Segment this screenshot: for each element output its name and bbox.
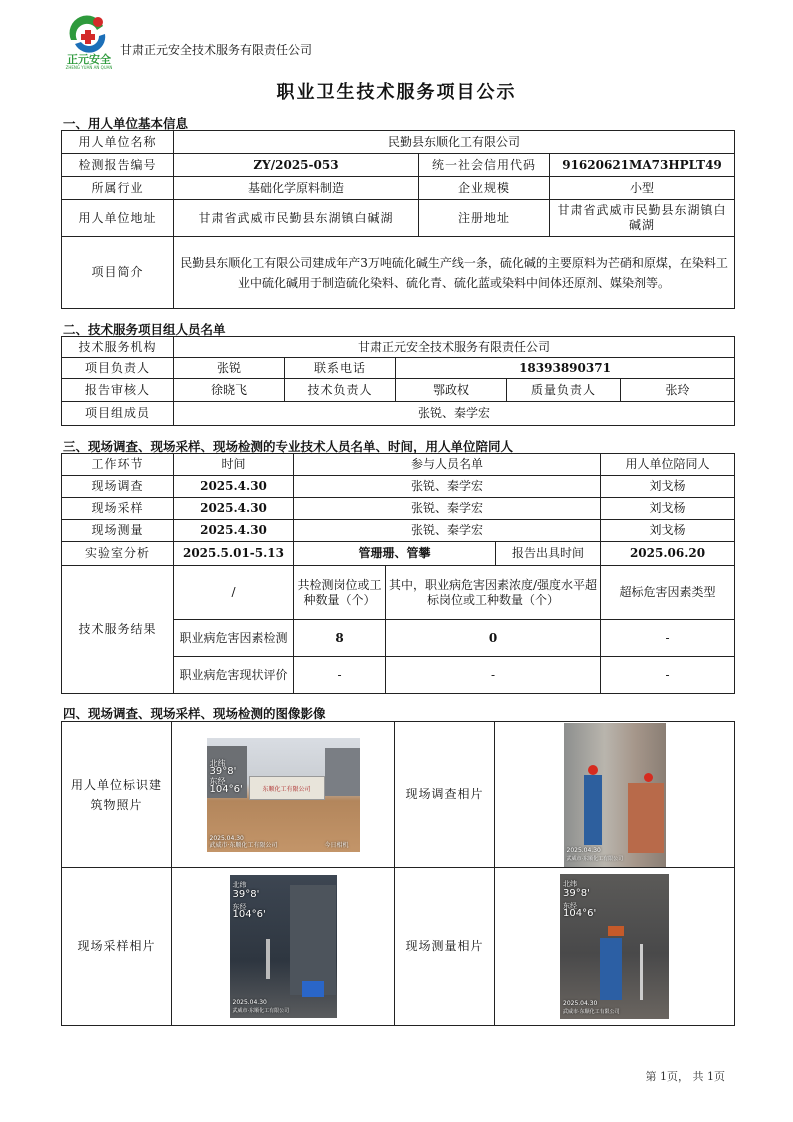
detection-exceed: 0 — [386, 620, 601, 657]
staff-cell: 张锐、秦学宏 — [294, 476, 601, 498]
evaluation-type: - — [601, 657, 735, 694]
photo1-lat: 39°8' — [209, 765, 237, 777]
header-stage: 工作环节 — [62, 454, 174, 476]
photo4-lon: 104°6' — [563, 908, 597, 919]
photo3-lat-label: 北纬 — [232, 881, 247, 889]
sampling-photo-cell — [172, 868, 395, 1026]
intro-value: 民勤县东顺化工有限公司建成年产3万吨硫化碱生产线一条，硫化碱的主要原料为芒硝和原煤，在染料工业中硫化碱用于制造硫化染料、硫化青、硫化蓝或染料中间体还原剂、媒染剂等。 — [174, 237, 735, 309]
photo2-place: 武威市·东顺化工有限公司 — [566, 855, 624, 862]
escort-cell: 刘戈杨 — [601, 498, 735, 520]
photo3-date: 2025.04.30 — [232, 999, 267, 1006]
results-col0: / — [174, 566, 294, 620]
photo4-lat: 39°8' — [563, 888, 590, 899]
photo3-place: 武威市·东顺化工有限公司 — [232, 1008, 290, 1014]
report-no-label: 检测报告编号 — [62, 154, 174, 177]
scale-value: 小型 — [550, 177, 735, 200]
photo1-place: 武威市·东顺化工有限公司 — [209, 841, 278, 849]
building-sign: 东顺化工有限公司 — [262, 785, 311, 793]
stage-cell: 现场调查 — [62, 476, 174, 498]
unit-address-label: 用人单位地址 — [62, 200, 174, 237]
table-row — [62, 498, 735, 520]
lab-staff: 管珊珊、管攀 — [294, 542, 496, 566]
credit-code-label: 统一社会信用代码 — [419, 154, 550, 177]
phone-value: 18393890371 — [396, 358, 735, 379]
photo3-lat: 39°8' — [232, 889, 260, 900]
photo1-lon: 104°6' — [209, 783, 243, 795]
photo4-place: 武威市·东顺化工有限公司 — [563, 1009, 620, 1015]
results-col2: 其中，职业病危害因素浓度/强度水平超标岗位或工种数量（个） — [386, 566, 601, 620]
photo4-lon-label: 东经 — [563, 902, 577, 910]
survey-photo-label: 现场调查相片 — [395, 722, 495, 868]
header-time: 时间 — [174, 454, 294, 476]
team-table — [61, 336, 735, 426]
header-staff: 参与人员名单 — [294, 454, 601, 476]
phone-label: 联系电话 — [285, 358, 396, 379]
org-value: 甘肃正元安全技术服务有限责任公司 — [174, 337, 735, 358]
time-cell: 2025.4.30 — [174, 498, 294, 520]
section3-heading: 三、现场调查、现场采样、现场检测的专业技术人员名单、时间，用人单位陪同人 — [63, 439, 514, 454]
leader-label: 项目负责人 — [62, 358, 174, 379]
detection-type: - — [601, 620, 735, 657]
quality-lead-value: 张玲 — [621, 379, 735, 402]
time-cell: 2025.4.30 — [174, 476, 294, 498]
lab-label: 实验室分析 — [62, 542, 174, 566]
photo1-date: 2025.04.30 — [209, 834, 244, 842]
photo4-lat-label: 北纬 — [563, 880, 577, 888]
detection-count: 8 — [294, 620, 386, 657]
photo1-lat-label: 北纬 — [209, 758, 226, 768]
section1-heading: 一、用人单位基本信息 — [63, 116, 189, 131]
unit-name-label: 用人单位名称 — [62, 131, 174, 154]
survey-photo — [564, 723, 666, 867]
table-row — [62, 520, 735, 542]
reviewer-label: 报告审核人 — [62, 379, 174, 402]
evaluation-label: 职业病危害现状评价 — [174, 657, 294, 694]
staff-cell: 张锐、秦学宏 — [294, 498, 601, 520]
section2-heading: 二、技术服务项目组人员名单 — [63, 322, 226, 337]
section4-heading: 四、现场调查、现场采样、现场检测的图像影像 — [63, 706, 326, 721]
results-label: 技术服务结果 — [62, 566, 174, 694]
logo-text: 正元安全 — [67, 53, 111, 66]
building-photo-cell — [172, 722, 395, 868]
reg-address-value: 甘肃省武威市民勤县东湖镇白碱湖 — [550, 200, 735, 237]
fieldwork-table — [61, 453, 735, 694]
photo1-mark: 今日相机 — [324, 841, 349, 849]
credit-code-value: 91620621MA73HPLT49 — [550, 154, 735, 177]
unit-address-value: 甘肃省武威市民勤县东湖镇白碱湖 — [174, 200, 419, 237]
company-logo — [63, 10, 113, 72]
photo4-date: 2025.04.30 — [563, 1000, 598, 1007]
photo1-lon-label: 东经 — [209, 776, 226, 786]
escort-cell: 刘戈杨 — [601, 476, 735, 498]
evaluation-exceed: - — [386, 657, 601, 694]
unit-info-table — [61, 130, 735, 309]
building-photo-label: 用人单位标识建筑物照片 — [62, 722, 172, 868]
evaluation-count: - — [294, 657, 386, 694]
members-value: 张锐、秦学宏 — [174, 402, 735, 426]
header-company-name: 甘肃正元安全技术服务有限责任公司 — [120, 43, 313, 57]
survey-photo-cell — [495, 722, 735, 868]
scale-label: 企业规模 — [419, 177, 550, 200]
logo-subtext: ZHENG YUAN AN QUAN — [65, 65, 113, 70]
report-no-value: ZY/2025-053 — [174, 154, 419, 177]
industry-label: 所属行业 — [62, 177, 174, 200]
tech-lead-label: 技术负责人 — [285, 379, 396, 402]
unit-name-value: 民勤县东顺化工有限公司 — [174, 131, 735, 154]
org-label: 技术服务机构 — [62, 337, 174, 358]
escort-cell: 刘戈杨 — [601, 520, 735, 542]
page-number: 第 1页， 共 1页 — [645, 1070, 725, 1083]
photo2-date: 2025.04.30 — [566, 846, 601, 854]
reviewer-value: 徐晓飞 — [174, 379, 285, 402]
measure-photo-label: 现场测量相片 — [395, 868, 495, 1026]
results-col3: 超标危害因素类型 — [601, 566, 735, 620]
results-col1: 共检测岗位或工种数量（个） — [294, 566, 386, 620]
quality-lead-label: 质量负责人 — [507, 379, 621, 402]
staff-cell: 张锐、秦学宏 — [294, 520, 601, 542]
industry-value: 基础化学原料制造 — [174, 177, 419, 200]
tech-lead-value: 鄂政权 — [396, 379, 507, 402]
time-cell: 2025.4.30 — [174, 520, 294, 542]
reg-address-label: 注册地址 — [419, 200, 550, 237]
measure-photo — [560, 874, 669, 1019]
report-date-label: 报告出具时间 — [496, 542, 601, 566]
building-photo — [207, 738, 360, 852]
table-row — [62, 476, 735, 498]
stage-cell: 现场采样 — [62, 498, 174, 520]
intro-label: 项目简介 — [62, 237, 174, 309]
header-escort: 用人单位陪同人 — [601, 454, 735, 476]
sampling-photo — [230, 875, 337, 1018]
lab-time: 2025.5.01-5.13 — [174, 542, 294, 566]
measure-photo-cell — [495, 868, 735, 1026]
photo3-lon: 104°6' — [232, 909, 266, 920]
report-date-value: 2025.06.20 — [601, 542, 735, 566]
stage-cell: 现场测量 — [62, 520, 174, 542]
photos-table — [61, 721, 735, 1026]
leader-value: 张锐 — [174, 358, 285, 379]
detection-label: 职业病危害因素检测 — [174, 620, 294, 657]
document-title: 职业卫生技术服务项目公示 — [276, 82, 517, 103]
members-label: 项目组成员 — [62, 402, 174, 426]
sampling-photo-label: 现场采样相片 — [62, 868, 172, 1026]
photo3-lon-label: 东经 — [232, 903, 247, 911]
